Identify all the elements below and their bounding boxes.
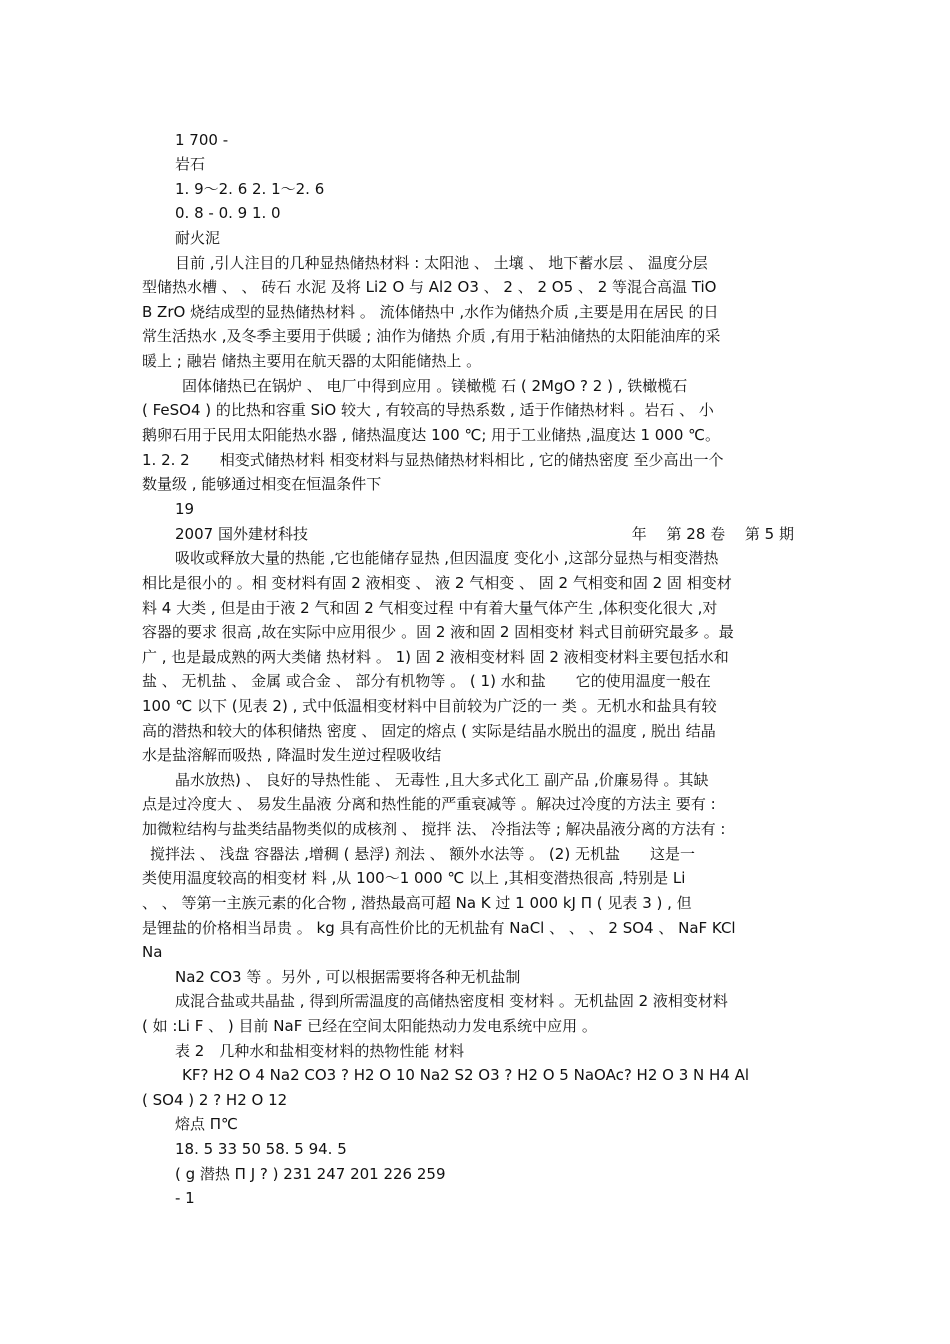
text-line: 1 700 - xyxy=(175,131,229,149)
header-journal: 2007 国外建材科技 xyxy=(175,525,308,543)
text-line: 0. 8 - 0. 9 1. 0 xyxy=(175,204,281,222)
text-line: 是锂盐的价格相当昂贵 。 kg 具有高性价比的无机盐有 NaCl 、 、 、 2 SO4 、 NaF KCl xyxy=(142,919,736,937)
text-line: 耐火泥 xyxy=(175,229,221,247)
text-line: 加微粒结构与盐类结晶物类似的成核剂 、 搅拌 法、 冷指法等 ; 解决晶液分离的方法有 : xyxy=(142,820,726,838)
text-line: 料 4 大类 , 但是由于液 2 气和固 2 气相变过程 中有着大量气体产生 ,体积变化很大 ,对 xyxy=(142,599,718,617)
header-issue: 年 第 28 卷 第 5 期 xyxy=(631,525,794,543)
text-line: 1. 9～2. 6 2. 1～2. 6 xyxy=(175,180,325,198)
text-line: 岩石 xyxy=(175,155,206,173)
text-line: 吸收或释放大量的热能 ,它也能储存显热 ,但因温度 变化小 ,这部分显热与相变潜热 xyxy=(175,549,719,567)
page-number: 19 xyxy=(175,500,195,518)
table-row: 18. 5 33 50 58. 5 94. 5 xyxy=(175,1140,347,1158)
text-line: 相比是很小的 。相 变材料有固 2 液相变 、 液 2 气相变 、 固 2 气相变和固 2 固 相变材 xyxy=(142,574,732,592)
text-line: 容器的要求 很高 ,故在实际中应用很少 。固 2 液和固 2 固相变材 料式目前研究最多 。最 xyxy=(142,623,734,641)
text-line: ( 如 :Li F 、 ) 目前 NaF 已经在空间太阳能热动力发电系统中应用 。 xyxy=(142,1017,597,1035)
table-caption: 表 2 几种水和盐相变材料的热物性能 材料 xyxy=(175,1042,465,1060)
table-row: ( g 潜热 Π J ? ) 231 247 201 226 259 xyxy=(175,1165,446,1183)
text-line: 目前 ,引人注目的几种显热储热材料 : 太阳池 、 土壤 、 地下蓄水层 、 温度分层 xyxy=(175,254,708,272)
text-line: 类使用温度较高的相变材 料 ,从 100～1 000 ℃ 以上 ,其相变潜热很高 ,特别是 Li xyxy=(142,869,686,887)
text-line: 高的潜热和较大的体积储热 密度 、 固定的熔点 ( 实际是结晶水脱出的温度 , 脱出 结晶 xyxy=(142,722,716,740)
text-line: 广 , 也是最成熟的两大类储 热材料 。 1) 固 2 液相变材料 固 2 液相变材料主要包括水和 xyxy=(142,648,729,666)
table-row: ( SO4 ) 2 ? H2 O 12 xyxy=(142,1091,288,1109)
text-line: 固体储热已在锅炉 、 电厂中得到应用 。镁橄榄 石 ( 2MgO ? 2 ) , 铁橄榄石 xyxy=(182,377,688,395)
text-line: 常生活热水 ,及冬季主要用于供暖 ; 油作为储热 介质 ,有用于粘油储热的太阳能油库的采 xyxy=(142,327,721,345)
text-line: 点是过冷度大 、 易发生晶液 分离和热性能的严重衰减等 。解决过冷度的方法主 要有 : xyxy=(142,795,716,813)
table-row: 熔点 Π℃ xyxy=(175,1115,238,1133)
text-line: 成混合盐或共晶盐 , 得到所需温度的高储热密度相 变材料 。无机盐固 2 液相变材料 xyxy=(175,992,728,1010)
text-line: 型储热水槽 、 、 砖石 水泥 及将 Li2 O 与 Al2 O3 、 2 、 2 O5 、 2 等混合高温 TiO xyxy=(142,278,717,296)
text-line: 数量级 , 能够通过相变在恒温条件下 xyxy=(142,475,382,493)
text-line: 1. 2. 2 相变式储热材料 相变材料与显热储热材料相比 , 它的储热密度 至少高出一个 xyxy=(142,451,724,469)
text-line: 暖上 ; 融岩 储热主要用在航天器的太阳能储热上 。 xyxy=(142,352,482,370)
text-line: 100 ℃ 以下 (见表 2) , 式中低温相变材料中目前较为广泛的一 类 。无机水和盐具有较 xyxy=(142,697,717,715)
text-line: 搅拌法 、 浅盘 容器法 ,增稠 ( 悬浮) 剂法 、 额外水法等 。 (2) 无机盐 这是一 xyxy=(150,845,695,863)
text-line: 水是盐溶解而吸热 , 降温时发生逆过程吸收结 xyxy=(142,746,442,764)
text-line: 鹅卵石用于民用太阳能热水器 , 储热温度达 100 ℃; 用于工业储热 ,温度达 1 000 ℃。 xyxy=(142,426,721,444)
text-line: Na xyxy=(142,943,163,961)
text-line: B ZrO 烧结成型的显热储热材料 。 流体储热中 ,水作为储热介质 ,主要是用在居民 的日 xyxy=(142,303,719,321)
text-line: Na2 CO3 等 。另外 , 可以根据需要将各种无机盐制 xyxy=(175,968,521,986)
table-row: - 1 xyxy=(175,1189,195,1207)
table-row: KF? H2 O 4 Na2 CO3 ? H2 O 10 Na2 S2 O3 ? H2 O 5 NaOAc? H2 O 3 N H4 Al xyxy=(182,1066,750,1084)
text-line: 、 、 等第一主族元素的化合物 , 潜热最高可超 Na K 过 1 000 kJ Π ( 见表 3 ) , 但 xyxy=(142,894,692,912)
text-line: 晶水放热) 、 良好的导热性能 、 无毒性 ,且大多式化工 副产品 ,价廉易得 。其缺 xyxy=(175,771,709,789)
text-line: 盐 、 无机盐 、 金属 或合金 、 部分有机物等 。 ( 1) 水和盐 它的使用温度一般在 xyxy=(142,672,711,690)
text-line: ( FeSO4 ) 的比热和容重 SiO 较大 , 有较高的导热系数 , 适于作储热材料 。岩石 、 小 xyxy=(142,401,714,419)
